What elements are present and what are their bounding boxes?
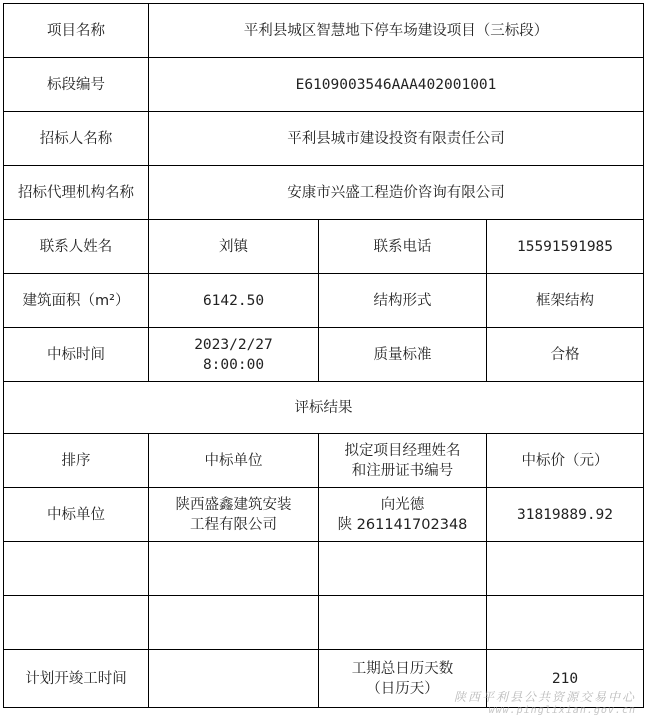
label-tenderer: 招标人名称 [4,112,149,166]
label-agency: 招标代理机构名称 [4,166,149,220]
row-area [4,274,644,328]
value-section-code: E6109003546AAA402001001 [149,58,644,112]
award-clock: 8:00:00 [202,356,265,373]
winner-price: 31819889.92 [487,488,644,542]
row-agency [4,166,644,220]
winner-manager-cert: 陕 261141702348 [337,516,468,533]
value-tenderer: 平利县城市建设投资有限责任公司 [149,112,644,166]
value-structure: 框架结构 [487,274,644,328]
value-contact-name: 刘镇 [149,220,319,274]
value-quality: 合格 [487,328,644,382]
value-award-time [149,328,319,382]
header-manager [319,434,487,488]
empty-cell [319,596,487,650]
watermark-line1: 陕西平利县公共资源交易中心 [453,690,636,704]
award-date: 2023/2/27 [194,336,273,353]
header-manager-line1: 拟定项目经理姓名 [344,442,461,459]
value-schedule [149,650,319,708]
label-section-code: 标段编号 [4,58,149,112]
winner-rank: 中标单位 [4,488,149,542]
label-contact-phone: 联系电话 [319,220,487,274]
header-manager-line2: 和注册证书编号 [351,462,454,479]
label-project-name: 项目名称 [4,4,149,58]
row-project-name [4,4,644,58]
winner-manager [319,488,487,542]
winner-unit-line2: 工程有限公司 [190,516,277,533]
row-results-header [4,434,644,488]
empty-cell [4,596,149,650]
value-area: 6142.50 [149,274,319,328]
watermark [454,690,636,718]
header-unit: 中标单位 [149,434,319,488]
row-empty-2 [4,596,644,650]
empty-cell [4,542,149,596]
label-quality: 质量标准 [319,328,487,382]
watermark-line2: www.pinglixian.gov.cn [488,705,636,716]
label-structure: 结构形式 [319,274,487,328]
value-project-name: 平利县城区智慧地下停车场建设项目（三标段） [149,4,644,58]
empty-cell [149,542,319,596]
value-contact-phone: 15591591985 [487,220,644,274]
winner-unit-line1: 陕西盛鑫建筑安装 [175,496,292,513]
row-section-code [4,58,644,112]
row-winner [4,488,644,542]
label-award-time: 中标时间 [4,328,149,382]
row-results-title [4,382,644,434]
value-period: 210 [487,650,644,708]
header-rank: 排序 [4,434,149,488]
empty-cell [149,596,319,650]
winner-manager-name: 向光德 [380,496,425,513]
header-price: 中标价（元） [487,434,644,488]
label-schedule: 计划开竣工时间 [4,650,149,708]
empty-cell [487,596,644,650]
label-period-line1: 工期总日历天数 [351,660,454,677]
label-contact-name: 联系人姓名 [4,220,149,274]
row-tenderer [4,112,644,166]
empty-cell [487,542,644,596]
row-contact [4,220,644,274]
label-area: 建筑面积（m²） [4,274,149,328]
label-period-line2: （日历天） [366,680,439,697]
empty-cell [319,542,487,596]
winner-unit [149,488,319,542]
row-empty-1 [4,542,644,596]
award-notice-table [3,3,644,708]
value-agency: 安康市兴盛工程造价咨询有限公司 [149,166,644,220]
results-section-title: 评标结果 [4,382,644,434]
row-award-time [4,328,644,382]
